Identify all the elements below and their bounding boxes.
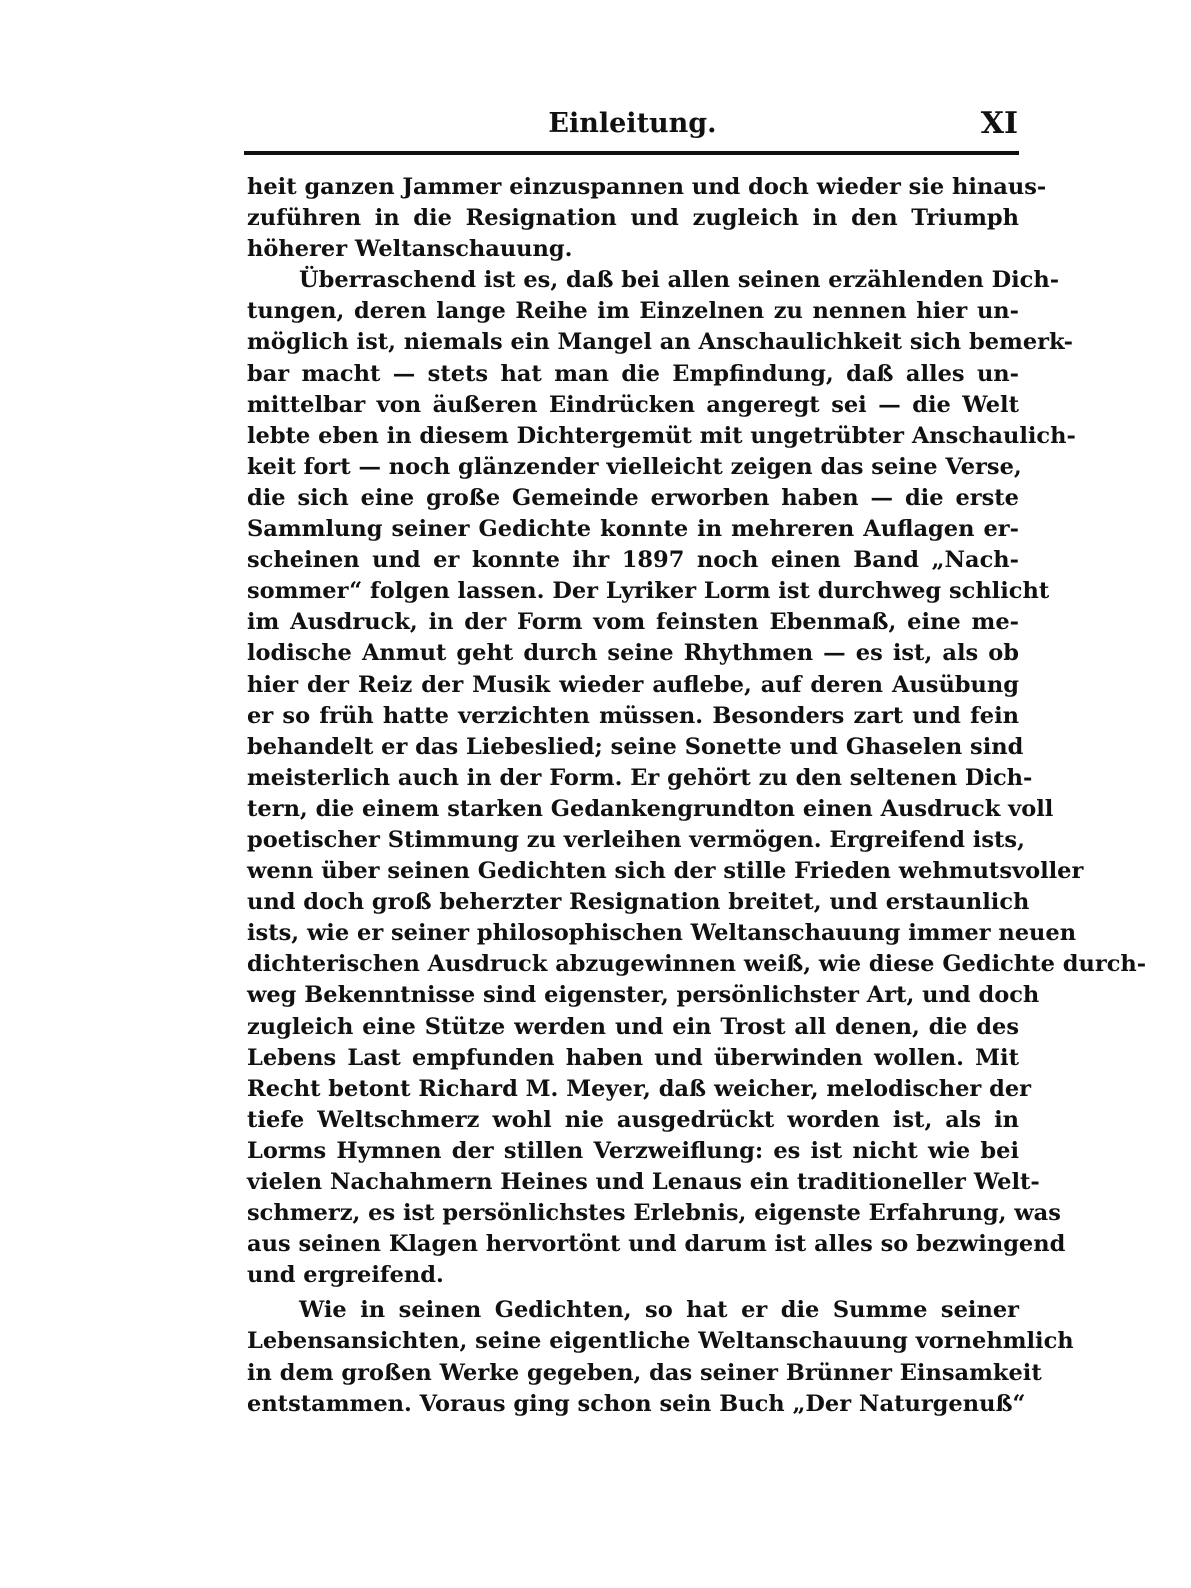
text-line: aus seinen Klagen hervortönt und darum ist alles so bezwingend xyxy=(247,1231,1066,1258)
text-line: behandelt er das Liebeslied; seine Sonette und Ghaselen sind xyxy=(247,733,1024,760)
text-line: Lorms Hymnen der stillen Verzweiflung: es ist nicht wie bei xyxy=(247,1137,1019,1164)
paragraph xyxy=(247,1295,1074,1419)
text-line: wenn über seinen Gedichten sich der stille Frieden wehmutsvoller xyxy=(247,858,1084,885)
page-number: XI xyxy=(980,106,1018,141)
text-line: die sich eine große Gemeinde erworben haben — die erste xyxy=(247,484,1019,511)
text-line: Wie in seinen Gedichten, so hat er die Summe seiner xyxy=(299,1297,1019,1324)
text-line: weg Bekenntnisse sind eigenster, persönlichster Art, und doch xyxy=(247,982,1040,1009)
text-line: vielen Nachahmern Heines und Lenaus ein traditioneller Welt- xyxy=(247,1169,1040,1195)
running-title: Einleitung. xyxy=(548,108,717,139)
text-line: tern, die einem starken Gedankengrundton einen Ausdruck voll xyxy=(247,795,1054,822)
text-line: höherer Weltanschauung. xyxy=(247,236,573,263)
text-line: lodische Anmut geht durch seine Rhythmen — es ist, als ob xyxy=(247,640,1019,667)
text-line: keit fort — noch glänzender vielleicht zeigen das seine Verse, xyxy=(247,453,1022,480)
text-line: schmerz, es ist persönlichstes Erlebnis, eigenste Erfahrung, was xyxy=(247,1200,1061,1227)
text-line: möglich ist, niemals ein Mangel an Anschaulichkeit sich bemerk- xyxy=(247,329,1074,356)
text-line: entstammen. Voraus ging schon sein Buch „Der Naturgenuß“ xyxy=(247,1390,1026,1417)
text-line: im Ausdruck, in der Form vom feinsten Ebenmaß, eine me- xyxy=(247,609,1019,636)
text-line: dichterischen Ausdruck abzugewinnen weiß, wie diese Gedichte durch- xyxy=(247,951,1147,978)
running-head xyxy=(247,102,1018,148)
paragraph xyxy=(247,172,1047,265)
text-line: in dem großen Werke gegeben, das seiner Brünner Einsamkeit xyxy=(247,1359,1042,1386)
text-line: heit ganzen Jammer einzuspannen und doch wieder sie hinaus- xyxy=(247,174,1047,200)
body-text xyxy=(247,172,1147,1420)
text-line: tiefe Weltschmerz wohl nie ausgedrückt worden ist, als in xyxy=(247,1106,1019,1133)
text-line: Überraschend ist es, daß bei allen seinen erzählenden Dich- xyxy=(299,267,1060,294)
text-line: hier der Reiz der Musik wieder auflebe, auf deren Ausübung xyxy=(247,671,1019,698)
text-line: er so früh hatte verzichten müssen. Besonders zart und fein xyxy=(247,702,1019,729)
text-line: poetischer Stimmung zu verleihen vermögen. Ergreifend ists, xyxy=(247,826,1025,853)
text-line: tungen, deren lange Reihe im Einzelnen zu nennen hier un- xyxy=(247,298,1019,325)
text-line: scheinen und er konnte ihr 1897 noch einen Band „Nach- xyxy=(247,547,1019,574)
text-line: Recht betont Richard M. Meyer, daß weicher, melodischer der xyxy=(247,1075,1032,1102)
text-line: Sammlung seiner Gedichte konnte in mehreren Auflagen er- xyxy=(247,516,1019,543)
text-line: meisterlich auch in der Form. Er gehört zu den seltenen Dich- xyxy=(247,764,1033,791)
text-line: Lebens Last empfunden haben und überwinden wollen. Mit xyxy=(247,1044,1019,1071)
text-line: und doch groß beherzter Resignation breitet, und erstaunlich xyxy=(247,889,1030,916)
text-line: zuführen in die Resignation und zugleich in den Triumph xyxy=(247,205,1019,232)
text-line: Lebensansichten, seine eigentliche Weltanschauung vornehmlich xyxy=(247,1328,1074,1355)
text-line: bar macht — stets hat man die Empfindung, daß alles un- xyxy=(247,360,1019,387)
text-line: zugleich eine Stütze werden und ein Trost all denen, die des xyxy=(247,1013,1019,1040)
text-line: und ergreifend. xyxy=(247,1262,444,1289)
paragraph xyxy=(247,265,1147,1291)
header-rule xyxy=(244,151,1019,155)
text-line: sommer“ folgen lassen. Der Lyriker Lorm ist durchweg schlicht xyxy=(247,578,1050,605)
text-line: ists, wie er seiner philosophischen Weltanschauung immer neuen xyxy=(247,920,1077,947)
text-line: lebte eben in diesem Dichtergemüt mit ungetrübter Anschaulich- xyxy=(247,422,1076,449)
text-line: mittelbar von äußeren Eindrücken angeregt sei — die Welt xyxy=(247,391,1019,418)
